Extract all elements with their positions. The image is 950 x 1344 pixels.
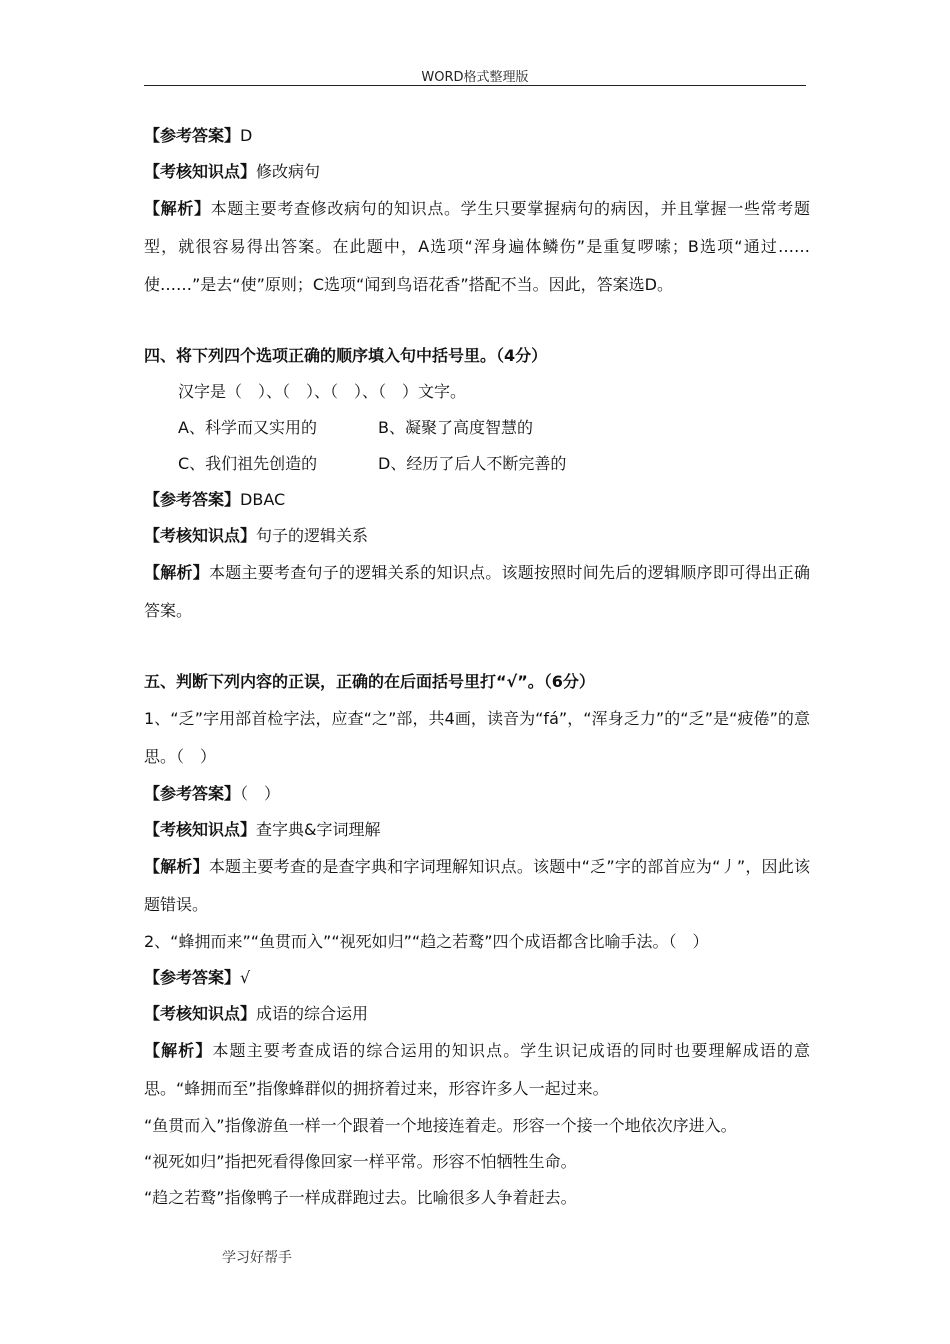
q3-knowledge	[144, 154, 810, 190]
q4-title: 四、将下列四个选项正确的顺序填入句中括号里。（4分）	[144, 346, 548, 365]
q5-item2-answer	[144, 960, 810, 996]
answer-label: 【参考答案】	[144, 126, 241, 145]
analysis-text: 本题主要考查修改病句的知识点。学生只要掌握病句的病因，并且掌握一些常考题型，就很容易得出答案。在此题中，A选项“浑身遍体鳞伤”是重复啰嗦；B选项“通过……使……”是去“使”原则；C选项“闻到鸟语花香”搭配不当。因此，答案选D。	[144, 199, 810, 294]
option-a: A、科学而又实用的	[178, 418, 317, 437]
q5-item1-answer	[144, 776, 810, 812]
knowledge-label: 【考核知识点】	[144, 1004, 257, 1023]
page-header: WORD格式整理版	[421, 70, 529, 85]
q5-item2-explain-4: “趋之若鹜”指像鸭子一样成群跑过去。比喻很多人争着赶去。	[144, 1188, 577, 1207]
knowledge-label: 【考核知识点】	[144, 526, 257, 545]
knowledge-text: 修改病句	[256, 162, 321, 181]
analysis-label: 【解析】	[144, 1041, 213, 1060]
q5-item1-knowledge	[144, 812, 810, 848]
answer-label: 【参考答案】	[144, 490, 241, 509]
option-c: C、我们祖先创造的	[178, 454, 318, 473]
q3-analysis	[144, 190, 810, 304]
page-footer: 学习好帮手	[222, 1250, 292, 1266]
knowledge-label: 【考核知识点】	[144, 820, 257, 839]
analysis-text: 本题主要考查句子的逻辑关系的知识点。该题按照时间先后的逻辑顺序即可得出正确答案。	[144, 563, 810, 620]
q4-answer	[144, 482, 810, 518]
q5-item2-explain-3: “视死如归”指把死看得像回家一样平常。形容不怕牺牲生命。	[144, 1152, 577, 1171]
q4-options-row-1	[144, 410, 810, 446]
q5-item2-knowledge	[144, 996, 810, 1032]
knowledge-text: 查字典&字词理解	[256, 820, 381, 839]
q5-item1-question: 1、“乏”字用部首检字法，应查“之”部，共4画，读音为“fá”，“浑身乏力”的“乏”是“疲倦”的意思。（ ）	[144, 709, 810, 766]
analysis-label: 【解析】	[144, 563, 209, 582]
analysis-label: 【解析】	[144, 857, 209, 876]
q5-item2-analysis	[144, 1032, 810, 1108]
header-divider	[144, 85, 806, 86]
knowledge-label: 【考核知识点】	[144, 162, 257, 181]
q4-knowledge	[144, 518, 810, 554]
option-d: D、经历了后人不断完善的	[378, 454, 567, 473]
q5-title: 五、判断下列内容的正误，正确的在后面括号里打“√”。（6分）	[144, 672, 595, 691]
analysis-text: 本题主要考查成语的综合运用的知识点。学生识记成语的同时也要理解成语的意思。“蜂拥而至”指像蜂群似的拥挤着过来，形容许多人一起过来。	[144, 1041, 810, 1098]
q4-analysis	[144, 554, 810, 630]
q4-options-row-2	[144, 446, 810, 482]
knowledge-text: 句子的逻辑关系	[256, 526, 369, 545]
answer-text: DBAC	[240, 490, 286, 509]
q5-item2-explain-2: “鱼贯而入”指像游鱼一样一个跟着一个地接连着走。形容一个接一个地依次序进入。	[144, 1116, 737, 1135]
q3-answer	[144, 118, 810, 154]
answer-text: √	[240, 968, 251, 987]
analysis-text: 本题主要考查的是查字典和字词理解知识点。该题中“乏”字的部首应为“丿”，因此该题错误。	[144, 857, 810, 914]
q5-item1-analysis	[144, 848, 810, 924]
option-b: B、凝聚了高度智慧的	[378, 418, 533, 437]
answer-text: D	[240, 126, 253, 145]
answer-label: 【参考答案】	[144, 968, 241, 987]
analysis-label: 【解析】	[144, 199, 211, 218]
answer-text: （ ）	[240, 784, 281, 803]
answer-label: 【参考答案】	[144, 784, 241, 803]
q4-sentence: 汉字是（ ）、（ ）、（ ）、（ ）文字。	[178, 382, 467, 401]
document-body	[144, 118, 810, 1216]
knowledge-text: 成语的综合运用	[256, 1004, 369, 1023]
q5-item2-question: 2、“蜂拥而来”“鱼贯而入”“视死如归”“趋之若鹜”四个成语都含比喻手法。（ ）	[144, 932, 709, 951]
